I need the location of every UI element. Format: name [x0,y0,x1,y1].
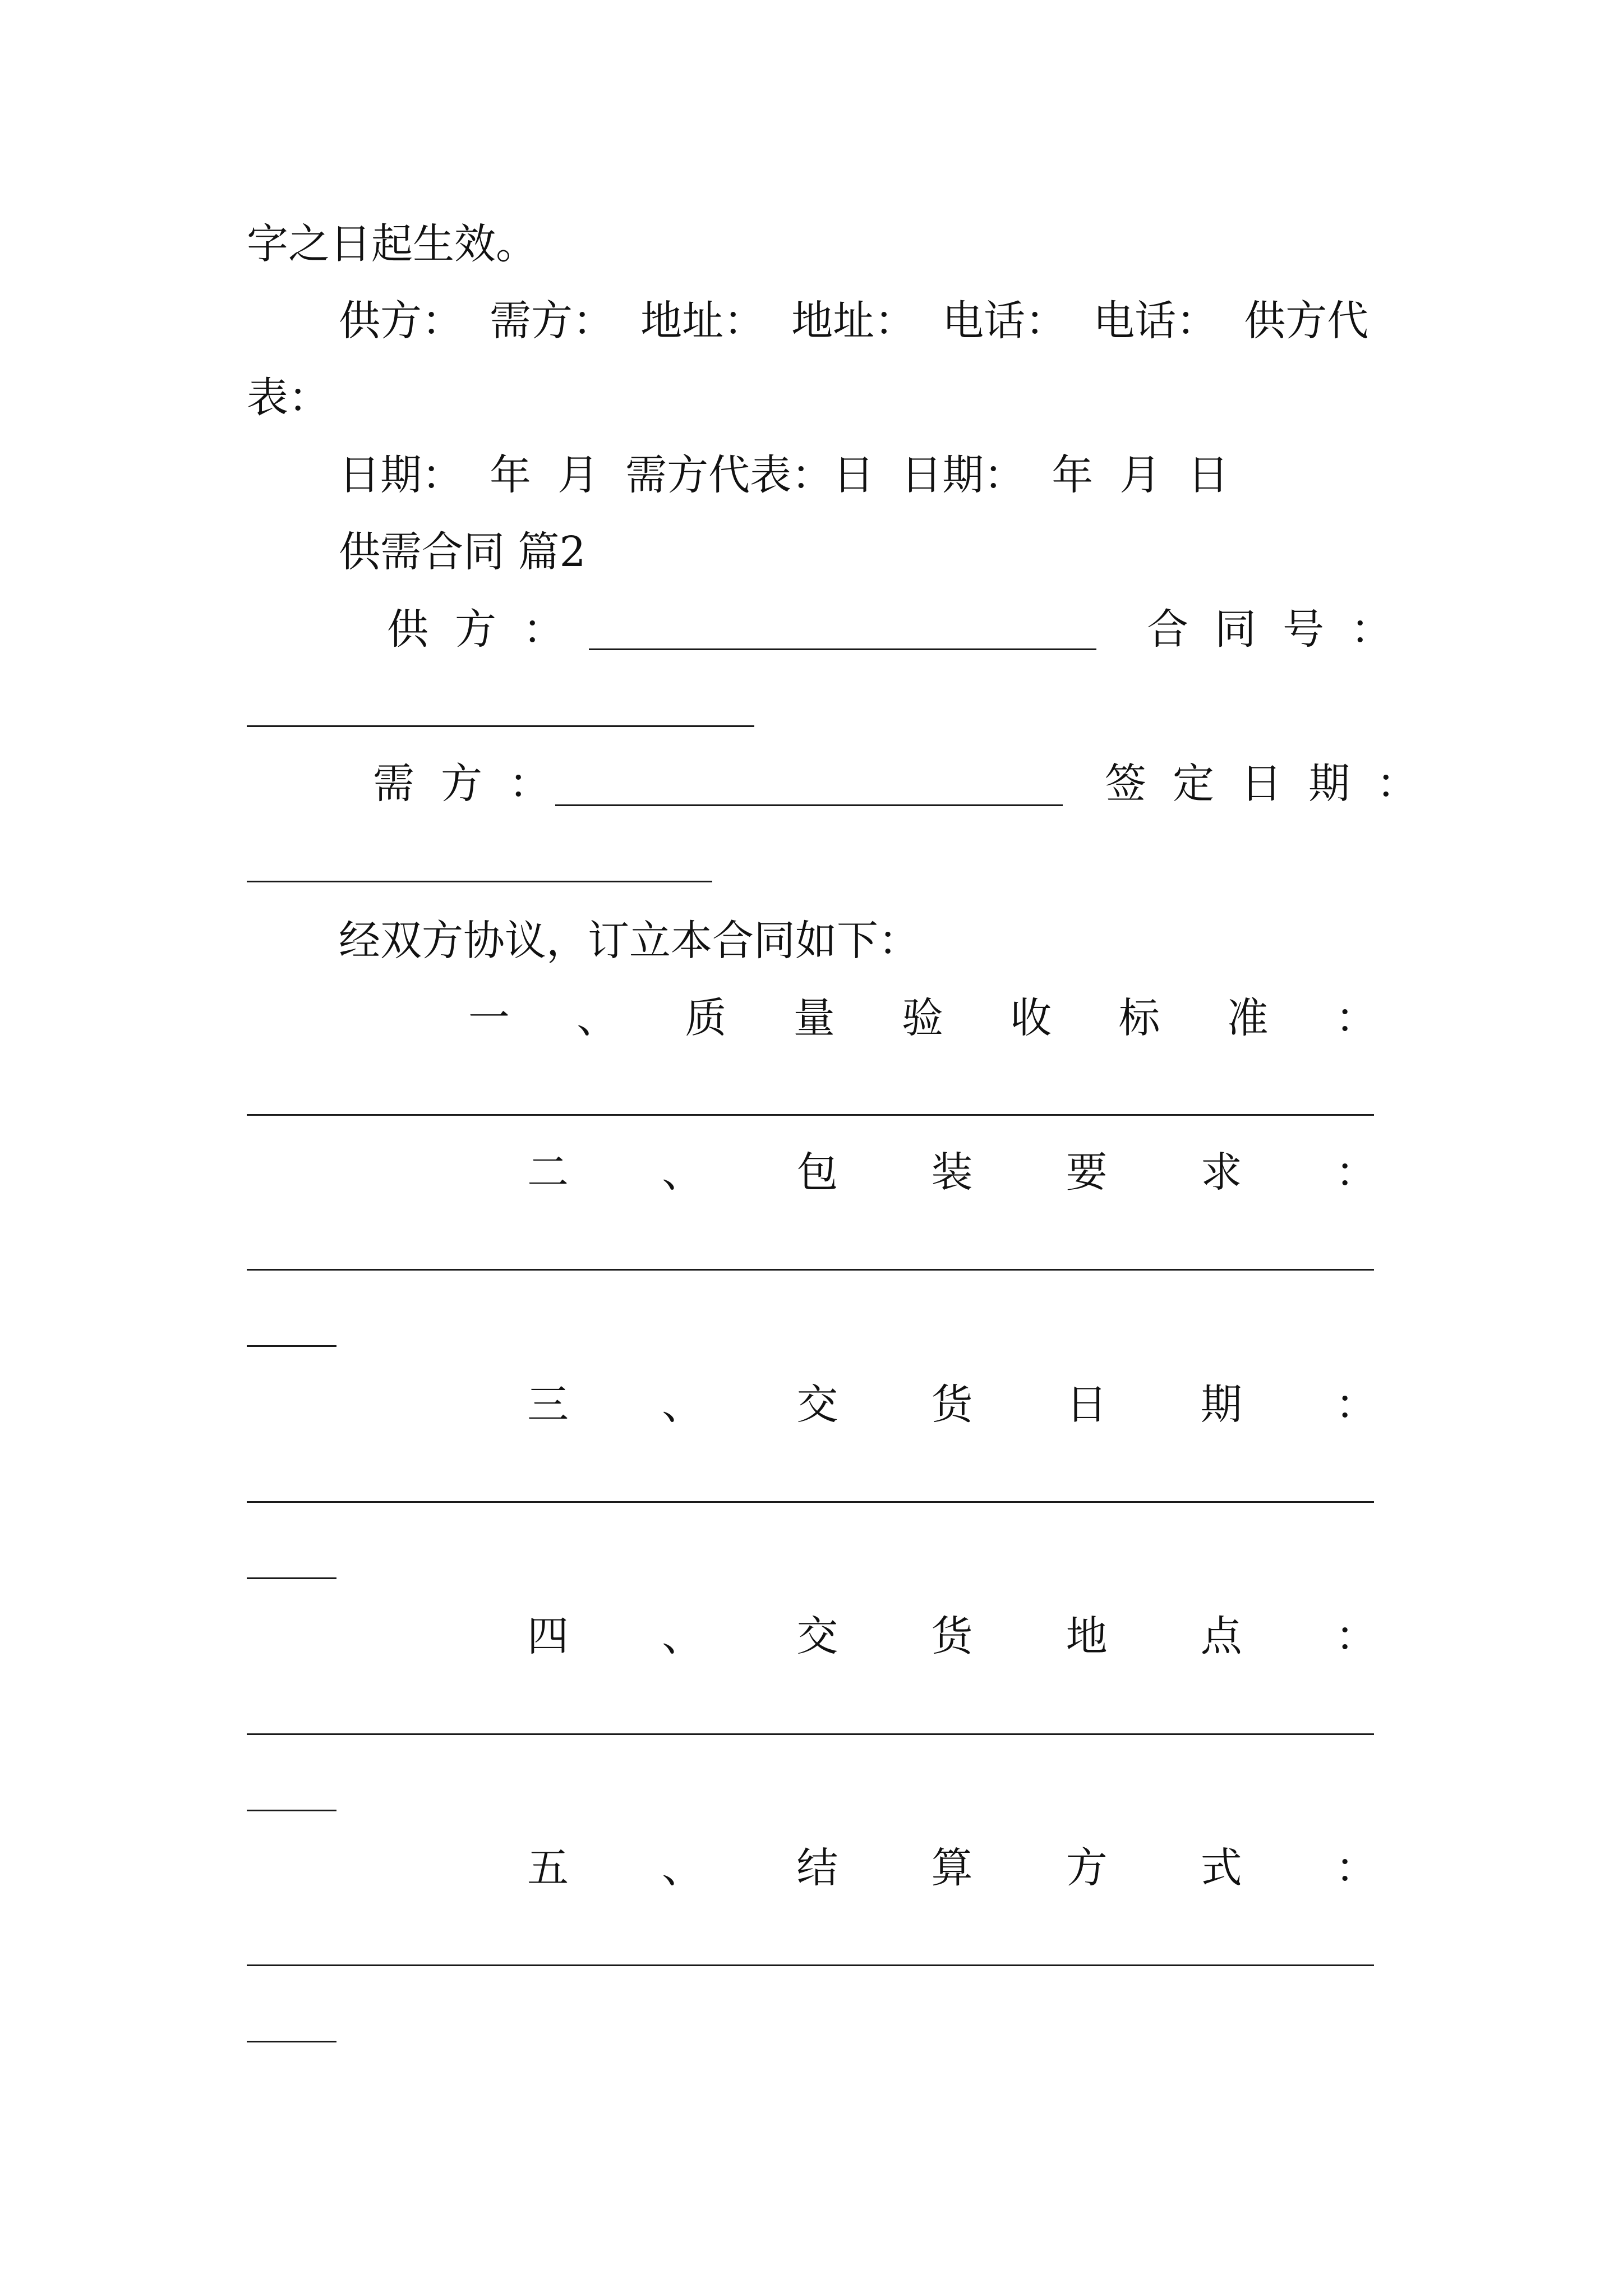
buyer-blank-line [555,804,1063,806]
effective-line: 字之日起生效。 [247,220,537,268]
section-heading: 供需合同 篇2 [339,528,586,576]
date-line: 日期： 年 月 需方代表：日 日期： 年 月 日 [339,451,1229,499]
buyer-label: 需 方 ： [373,760,551,808]
supplier-label: 供 方 ： [387,605,565,654]
clause-packaging: 二 、 包 装 要 求 ： [527,1148,1377,1197]
clause-quality-standard: 一 、 质 量 验 收 标 准 ： [468,994,1377,1042]
supplier-row [0,605,1623,654]
settlement-method-blank-line [247,1964,1374,1966]
quality-standard-blank-line [247,1114,1374,1116]
signature-line-continued: 表： [247,374,330,422]
sign-date-blank-line [247,881,712,882]
signature-line: 供方： 需方： 地址： 地址： 电话： 电话： 供方代 [339,297,1369,345]
packaging-blank-line-end [247,1345,336,1347]
intro-paragraph: 经双方协议，订立本合同如下： [339,917,920,965]
clause-settlement-method: 五 、 结 算 方 式 ： [527,1844,1377,1892]
delivery-location-blank-line-end [247,1810,336,1811]
contract-number-label: 合 同 号 ： [1147,605,1393,654]
buyer-row [0,760,1623,808]
contract-number-blank-line [247,725,754,727]
clause-delivery-date: 三 、 交 货 日 期 ： [527,1381,1377,1429]
clause-delivery-location: 四 、 交 货 地 点 ： [527,1612,1377,1660]
delivery-date-blank-line-end [247,1577,336,1579]
delivery-location-blank-line [247,1733,1374,1735]
sign-date-label: 签 定 日 期 ： [1105,760,1418,808]
packaging-blank-line [247,1269,1374,1271]
delivery-date-blank-line [247,1501,1374,1503]
supplier-blank-line [589,648,1096,650]
settlement-method-blank-line-end [247,2041,336,2042]
